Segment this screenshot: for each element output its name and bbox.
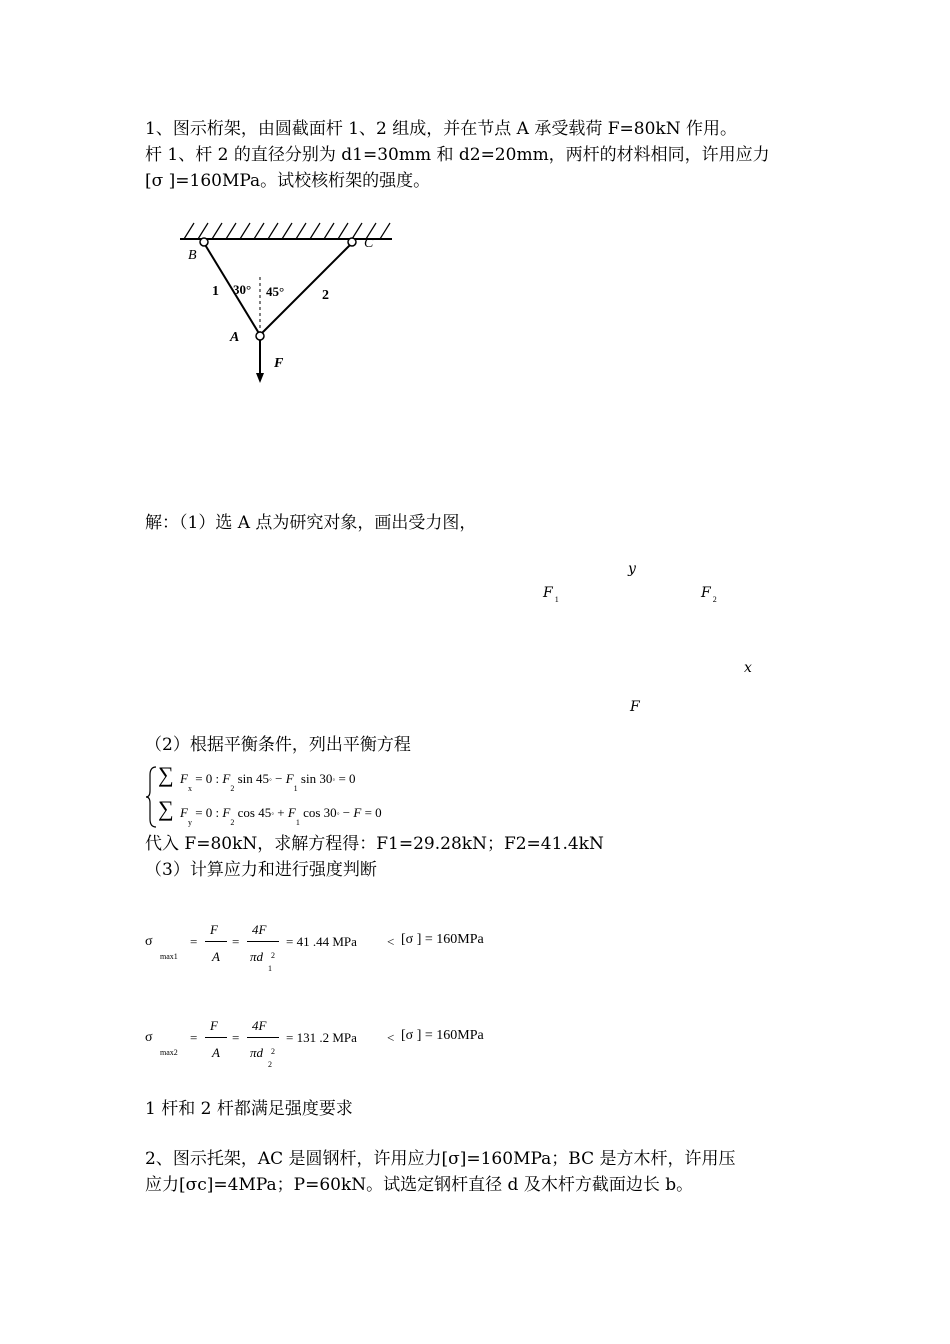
- fbd-F1-label: F $_1$: [543, 585, 559, 604]
- label-C: C: [364, 236, 374, 251]
- equation-brace: [144, 765, 158, 829]
- label-bar1: 1: [212, 284, 219, 299]
- fbd-x-label: x: [744, 660, 752, 676]
- label-A: A: [230, 330, 240, 345]
- solution-step3: （3）计算应力和进行强度判断: [145, 860, 377, 880]
- equilibrium-eq-y: $F_y = 0$ : $F_2$ cos 45◦ + $F_1$ cos 30◦ − F = 0: [180, 805, 382, 827]
- problem2-line1: 2、图示托架，AC 是圆钢杆，许用应力[σ]=160MPa；BC 是方木杆，许用压: [145, 1149, 736, 1169]
- solution-conclusion: 1 杆和 2 杆都满足强度要求: [145, 1099, 353, 1119]
- fbd-F-label: F: [630, 699, 640, 715]
- problem1-line2: 杆 1、杆 2 的直径分别为 d1=30mm 和 d2=20mm，两杆的材料相同，许用应力: [145, 145, 770, 165]
- solution-step2: （2）根据平衡条件，列出平衡方程: [145, 735, 411, 755]
- equilibrium-eq-x: $F_x = 0$ : $F_2$ sin 45◦ − $F_1$ sin 30◦ = 0: [180, 771, 356, 793]
- label-B: B: [188, 248, 197, 263]
- fbd-F2-label: F $_2$: [701, 585, 717, 604]
- label-bar2: 2: [322, 288, 329, 303]
- problem1-line3: [σ ]=160MPa。试校核桁架的强度。: [145, 171, 431, 191]
- solution-substitute: 代入 F=80kN，求解方程得：F1=29.28kN；F2=41.4kN: [145, 834, 604, 854]
- truss-figure: [170, 215, 400, 395]
- fbd-y-label: y: [628, 561, 636, 577]
- label-angle-30: 30°: [233, 282, 252, 297]
- label-angle-45: 45°: [266, 284, 285, 299]
- solution-step1: 解：（1）选 A 点为研究对象，画出受力图，: [145, 513, 477, 533]
- sum-symbol-x: ∑: [158, 762, 174, 787]
- label-F: F: [274, 356, 284, 371]
- problem2-line2: 应力[σc]=4MPa；P=60kN。试选定钢杆直径 d 及木杆方截面边长 b。: [145, 1175, 694, 1195]
- sum-symbol-y: ∑: [158, 796, 174, 821]
- problem1-line1: 1、图示桁架，由圆截面杆 1、2 组成，并在节点 A 承受载荷 F=80kN 作用。: [145, 119, 737, 139]
